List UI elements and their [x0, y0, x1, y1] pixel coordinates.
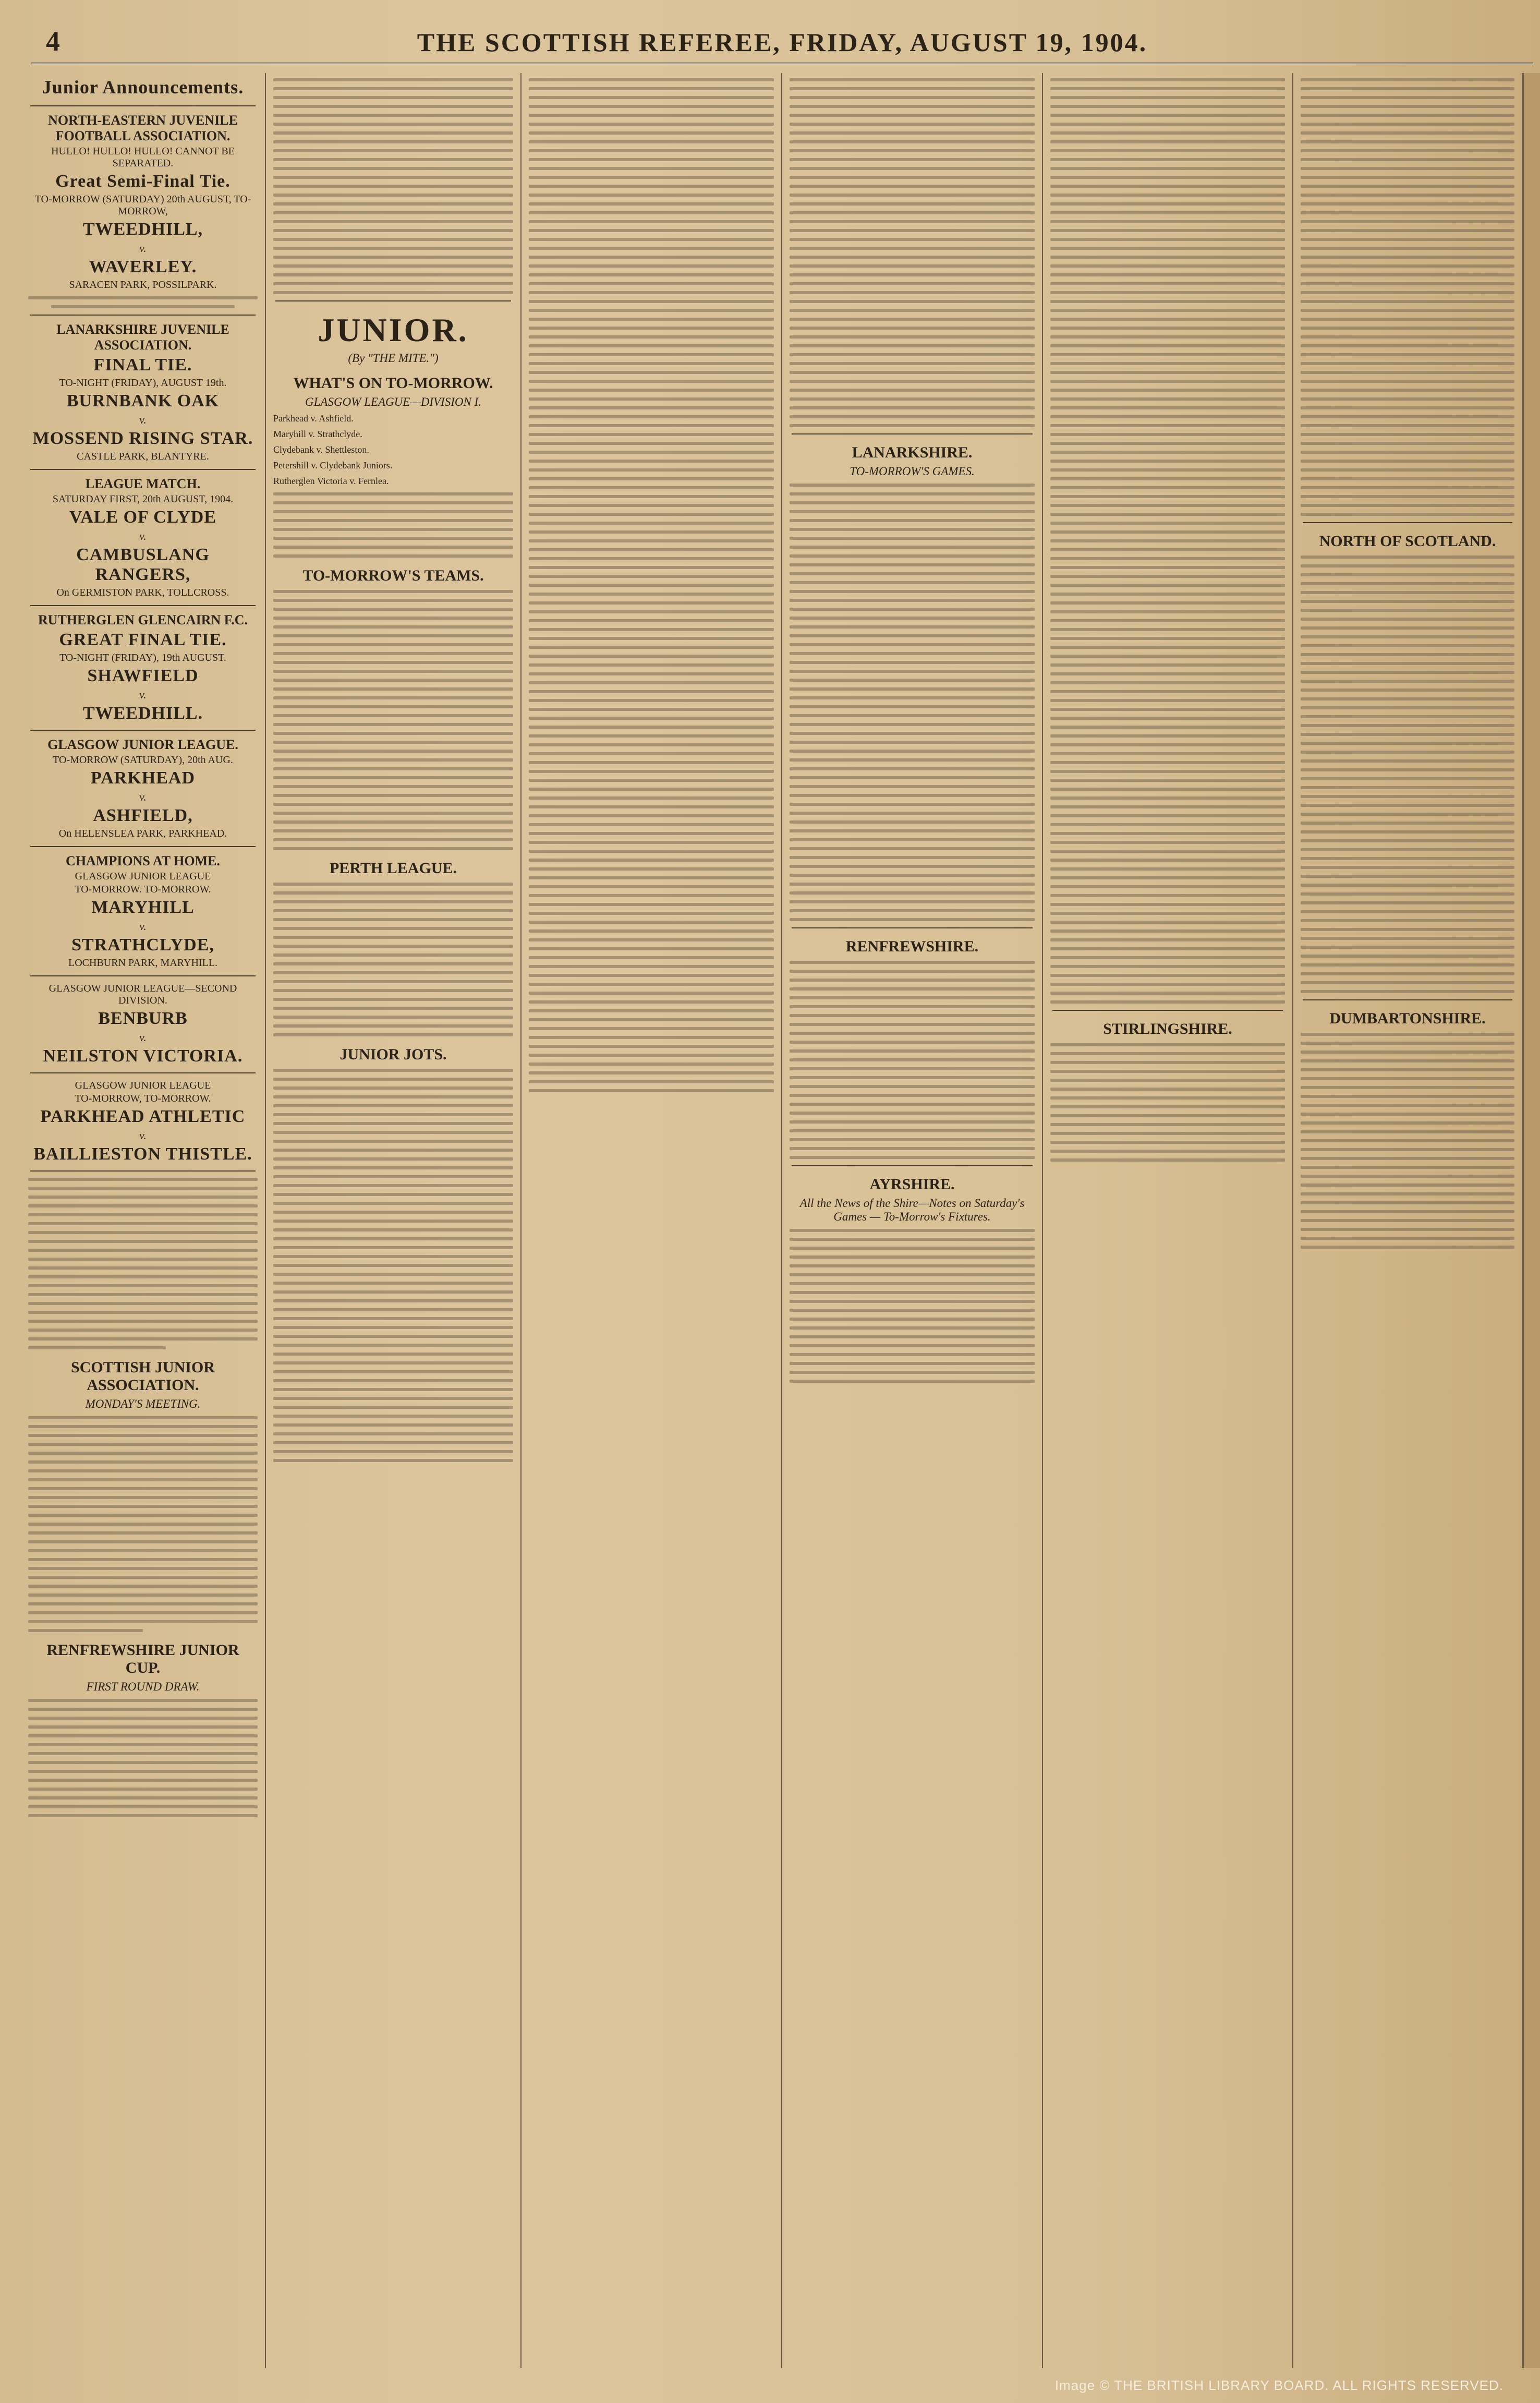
divider [792, 433, 1033, 434]
ad-association: RUTHERGLEN GLENCAIRN F.C. [38, 612, 248, 627]
ad-versus: v. [139, 920, 147, 933]
announcements-heading: Junior Announcements. [42, 77, 244, 98]
ad-association: NORTH-EASTERN JUVENILE FOOTBALL ASSOCIATION. [48, 113, 238, 143]
article-text [28, 1699, 258, 1817]
ad-team-home: BENBURB [98, 1009, 188, 1028]
section-heading-renfrewshire: RENFREWSHIRE. [845, 938, 979, 955]
ad-association: GLASGOW JUNIOR LEAGUE [75, 871, 211, 882]
ad-date: TO-NIGHT (FRIDAY), 19th AUGUST. [59, 652, 226, 663]
ad-versus: v. [139, 241, 147, 255]
divider [792, 927, 1033, 928]
ad-team-away: CAMBUSLANG RANGERS, [76, 545, 210, 584]
ad-association: LANARKSHIRE JUVENILE ASSOCIATION. [56, 322, 229, 353]
article-text [1050, 78, 1285, 1004]
ad-team-home: PARKHEAD ATHLETIC [40, 1107, 246, 1126]
ad-venue: LOCHBURN PARK, MARYHILL. [68, 957, 217, 969]
ad-venue: On HELENSLEA PARK, PARKHEAD. [58, 828, 227, 839]
divider [30, 846, 256, 847]
ad-versus: v. [139, 1129, 147, 1142]
ad-team-away: MOSSEND RISING STAR. [32, 429, 253, 448]
advert-north-eastern [28, 113, 258, 308]
divider [275, 300, 511, 301]
advert-lanarkshire-juvenile [28, 322, 258, 463]
ad-team-away: WAVERLEY. [89, 257, 197, 276]
ad-event: FINAL TIE. [93, 355, 192, 375]
fixture-line: Rutherglen Victoria v. Fernlea. [273, 476, 389, 486]
fixture-line: Clydebank v. Shettleston. [273, 444, 369, 455]
divider [30, 1170, 256, 1172]
article-text [1301, 556, 1514, 993]
section-subheading: GLASGOW LEAGUE—DIVISION I. [305, 395, 481, 408]
article-text [28, 1416, 258, 1632]
ad-team-home: VALE OF CLYDE [69, 508, 216, 527]
divider [30, 105, 256, 106]
fixture-line: Parkhead v. Ashfield. [273, 413, 354, 424]
ad-versus: v. [139, 790, 147, 803]
ad-team-home: PARKHEAD [90, 768, 196, 788]
ad-date: TO-MORROW (SATURDAY), 20th AUG. [53, 754, 233, 766]
image-credit: Image © THE BRITISH LIBRARY BOARD. ALL RIGHTS RESERVED. [1054, 2377, 1503, 2393]
ad-team-home: SHAWFIELD [87, 666, 199, 685]
advert-rutherglen [28, 612, 258, 723]
ad-association: GLASGOW JUNIOR LEAGUE [75, 1080, 211, 1091]
column-north [1293, 73, 1523, 2368]
page-number: 4 [46, 26, 60, 57]
article-text [273, 78, 513, 294]
ad-team-home: MARYHILL [91, 898, 195, 917]
masthead [31, 16, 1533, 64]
section-subheading: FIRST ROUND DRAW. [86, 1680, 200, 1693]
team-lists [273, 590, 513, 850]
ad-team-home: BURNBANK OAK [66, 391, 220, 410]
advert-second-division [28, 983, 258, 1066]
section-heading: PERTH LEAGUE. [330, 860, 457, 877]
section-subheading: TO-MORROW'S GAMES. [850, 465, 975, 478]
fixture-list [790, 484, 1035, 921]
divider [792, 1165, 1033, 1166]
ad-versus: v. [139, 413, 147, 426]
section-heading: RENFREWSHIRE JUNIOR CUP. [46, 1641, 239, 1676]
article-text [790, 78, 1035, 427]
fixture-line: Maryhill v. Strathclyde. [273, 429, 362, 439]
section-subheading: All the News of the Shire—Notes on Saturday's Games — To-Morrow's Fixtures. [799, 1197, 1025, 1223]
ad-venue: CASTLE PARK, BLANTYRE. [77, 451, 209, 462]
ad-team-away: STRATHCLYDE, [71, 935, 214, 955]
ad-date: TO-MORROW. TO-MORROW. [75, 884, 211, 895]
ad-date: TO-MORROW (SATURDAY) 20th AUGUST, TO-MORROW, [34, 194, 251, 217]
ad-event: LEAGUE MATCH. [85, 476, 201, 491]
article-text [529, 78, 774, 1092]
section-heading: WHAT'S ON TO-MORROW. [293, 375, 493, 392]
ad-slogan: HULLO! HULLO! HULLO! CANNOT BE SEPARATED. [51, 146, 235, 169]
fine-print [28, 296, 258, 308]
adjacent-page-edge [1523, 73, 1540, 2368]
ad-team-away: BAILLIESTON THISTLE. [33, 1144, 252, 1164]
advert-glasgow-junior-league [28, 737, 258, 840]
article-text [1050, 1043, 1285, 1162]
ad-versus: v. [139, 1031, 147, 1044]
ad-date: TO-NIGHT (FRIDAY), AUGUST 19th. [59, 377, 227, 389]
divider [1052, 1010, 1283, 1011]
section-heading-lanarkshire: LANARKSHIRE. [852, 444, 973, 461]
column-counties [782, 73, 1043, 2368]
advert-champions-at-home [28, 853, 258, 969]
fixture-list [273, 492, 513, 558]
article-text [790, 961, 1035, 1159]
article-text [1301, 78, 1514, 516]
column-announcements [21, 73, 266, 2368]
section-subheading: MONDAY'S MEETING. [85, 1397, 201, 1410]
section-heading: JUNIOR JOTS. [339, 1046, 447, 1063]
section-heading-north: NORTH OF SCOTLAND. [1319, 533, 1496, 550]
section-heading: TO-MORROW'S TEAMS. [302, 567, 484, 584]
advert-league-match [28, 476, 258, 599]
ad-team-away: TWEEDHILL. [82, 704, 203, 723]
divider [30, 315, 256, 316]
ad-team-away: ASHFIELD, [93, 806, 193, 825]
column-title: JUNIOR. [318, 311, 469, 348]
ad-association: GLASGOW JUNIOR LEAGUE—SECOND DIVISION. [48, 983, 237, 1006]
newspaper-title: THE SCOTTISH REFEREE, FRIDAY, AUGUST 19, 1904. [417, 28, 1148, 57]
column-notes [522, 73, 782, 2368]
ad-venue: SARACEN PARK, POSSILPARK. [69, 279, 217, 291]
divider [1303, 999, 1512, 1000]
divider [30, 605, 256, 606]
divider [30, 730, 256, 731]
ad-event: CHAMPIONS AT HOME. [66, 853, 220, 868]
section-heading-stirlingshire: STIRLINGSHIRE. [1103, 1020, 1232, 1037]
section-heading-ayrshire: AYRSHIRE. [869, 1176, 955, 1193]
section-heading: SCOTTISH JUNIOR ASSOCIATION. [71, 1359, 215, 1394]
ad-versus: v. [139, 688, 147, 701]
advert-parkhead-athletic [28, 1080, 258, 1164]
article-text [790, 1229, 1035, 1383]
divider [30, 469, 256, 470]
column-district-news [1043, 73, 1293, 2368]
ad-versus: v. [139, 529, 147, 542]
ad-team-away: NEILSTON VICTORIA. [43, 1046, 243, 1066]
column-junior [266, 73, 522, 2368]
article-text [273, 883, 513, 1036]
ad-association: GLASGOW JUNIOR LEAGUE. [47, 737, 238, 752]
ad-team-home: TWEEDHILL, [82, 220, 203, 239]
ad-date: SATURDAY FIRST, 20th AUGUST, 1904. [52, 493, 234, 505]
ad-venue: On GERMISTON PARK, TOLLCROSS. [56, 587, 229, 598]
divider [30, 1072, 256, 1073]
divider [30, 975, 256, 976]
fixture-line: Petershill v. Clydebank Juniors. [273, 460, 393, 470]
byline: (By "THE MITE.") [348, 352, 439, 365]
ad-event: GREAT FINAL TIE. [59, 630, 227, 649]
article-text [1301, 1033, 1514, 1249]
article-text [273, 1069, 513, 1462]
section-heading-dumbartonshire: DUMBARTONSHIRE. [1329, 1010, 1486, 1027]
divider [1303, 522, 1512, 523]
ad-date: TO-MORROW, TO-MORROW. [75, 1093, 211, 1104]
ad-event: Great Semi-Final Tie. [55, 172, 231, 191]
classified-notices [28, 1178, 258, 1349]
